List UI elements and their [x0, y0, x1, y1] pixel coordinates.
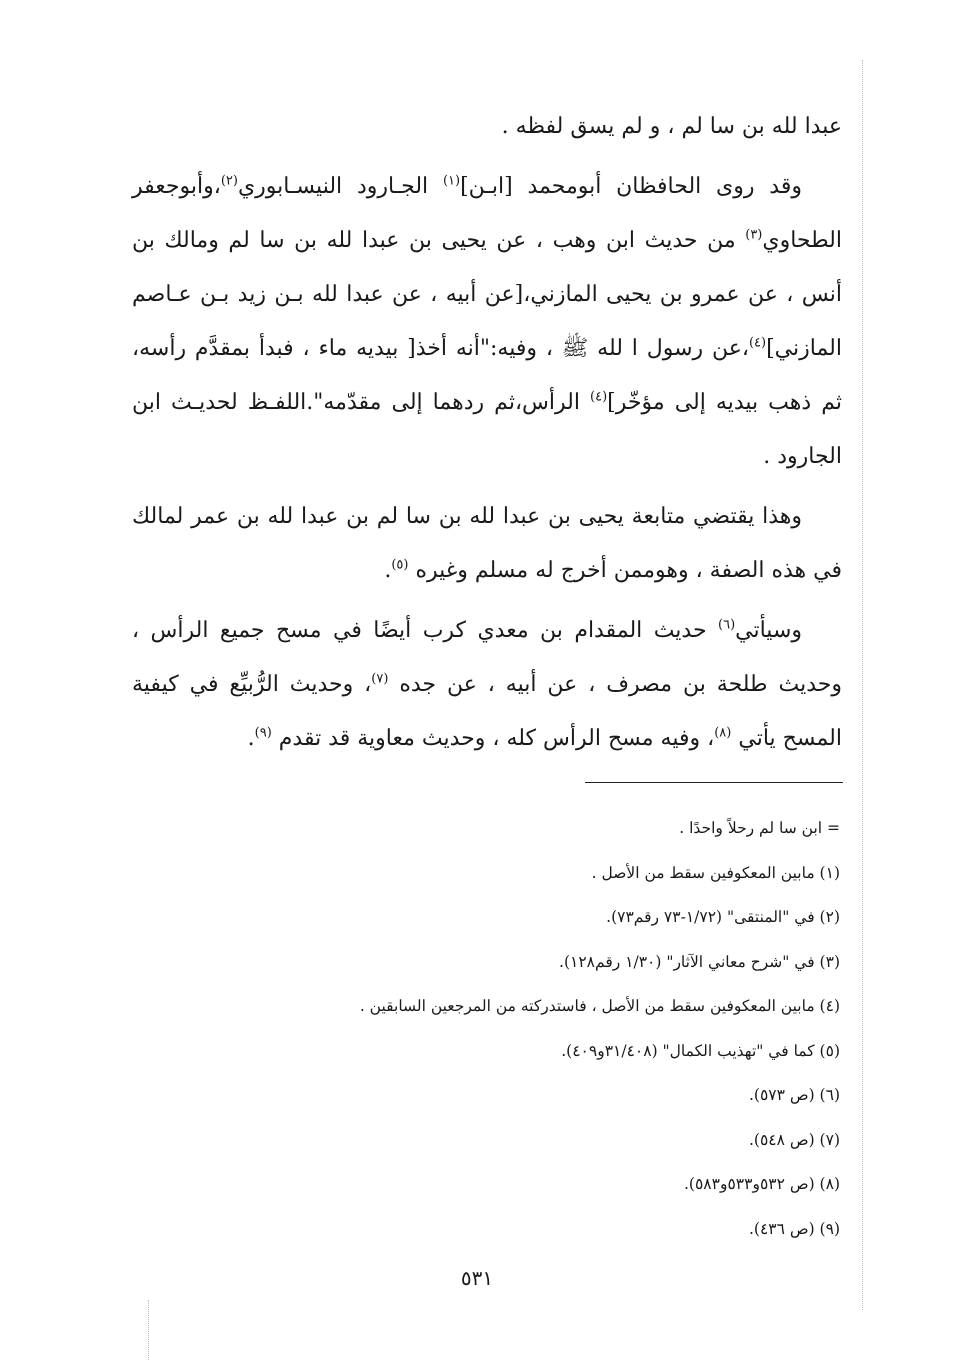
scan-edge-left — [148, 1300, 149, 1360]
footnote-2: (٢) في "المنتقى" (١/٧٢-٧٣ رقم٧٣). — [606, 908, 840, 926]
p4-text-e: . — [247, 726, 255, 751]
p2-text-a: وقد روى الحافظان أبومحمد [ابـن] — [460, 174, 802, 199]
p4-text-b: حديث المقدام بن معدي كرب أيضًا في مسح جميع الرأس ، وحديث طلحة بن مصرف ، عن أبيه ، عن جده — [132, 618, 842, 697]
footnote-7: (٧) (ص ٥٤٨). — [748, 1130, 840, 1149]
footnote-ref-8: (٨) — [714, 725, 732, 741]
p2-text-e: ،عن رسول ا لله ﷺ ، وفيه:"أنه أخذ[ بيديه ماء ، فبدأ بمقدَّم رأسه، ثم ذهب بيديه إلى مؤخّر] — [132, 336, 843, 415]
footnote-separator — [585, 782, 843, 783]
paragraph-3 — [132, 490, 842, 598]
paragraph-4 — [132, 604, 842, 766]
footnote-4: (٤) مابين المعكوفين سقط من الأصل ، فاستدركته من المرجعين السابقين . — [359, 997, 840, 1015]
footnote-ref-7: (٧) — [371, 671, 389, 687]
footnote-ref-2: (٢) — [220, 173, 238, 189]
footnote-ref-5: (٥) — [391, 557, 409, 573]
p2-text-f: الرأس،ثم ردهما إلى مقدّمه".اللفـظ لحديـث ابن الجارود . — [132, 390, 842, 469]
footnote-continuation: = ابن سا لم رحلاً واحدًا . — [679, 819, 840, 837]
footnote-ref-4b: (٤) — [590, 389, 608, 405]
footnote-ref-1: (١) — [442, 173, 461, 189]
p4-text-c: ، وحديث الرُّبيِّع في كيفية المسح يأتي — [132, 672, 842, 751]
main-text — [132, 100, 842, 772]
paragraph-1-text: عبدا لله بن سا لم ، و لم يسق لفظه . — [501, 114, 842, 139]
page-number: ٥٣١ — [460, 1266, 494, 1290]
footnote-5: (٥) كما في "تهذيب الكمال" (٣١/٤٠٨و٤٠٩). — [561, 1041, 840, 1060]
footnote-6: (٦) (ص ٥٧٣). — [748, 1086, 840, 1104]
footnote-9: (٩) (ص ٤٣٦). — [748, 1219, 840, 1238]
footnote-ref-4: (٤) — [748, 335, 767, 351]
footnote-ref-3: (٣) — [745, 227, 763, 243]
footnote-ref-6: (٦) — [718, 617, 736, 633]
footnote-3: (٣) في "شرح معاني الآثار" (١/٣٠ رقم١٢٨). — [559, 952, 840, 971]
p3-text-a: وهذا يقتضي متابعة يحيى بن عبدا لله بن سا لم بن عبدا لله بن عمر لمالك في هذه الصفة ، وهوممن أخرج له مسلم وغيره — [132, 504, 842, 583]
p4-text-a: وسيأتي — [735, 618, 802, 643]
p3-text-b: . — [384, 558, 392, 583]
footnotes — [150, 806, 840, 1251]
p2-text-c: ،وأبوجعفر الطحاوي — [132, 174, 842, 253]
footnote-8: (٨) (ص ٥٣٢و٥٣٣و٥٨٣). — [683, 1175, 840, 1193]
footnote-1: (١) مابين المعكوفين سقط من الأصل . — [591, 863, 840, 882]
p2-text-d: من حديث ابن وهب ، عن يحيى بن عبدا لله بن سا لم ومالك بن أنس ، عن عمرو بن يحيى المازني،[عن أبيه ، عن عبدا لله بـن زيد بـن عـاصم المازني] — [132, 228, 842, 361]
p4-text-d: ، وفيه مسح الرأس كله ، وحديث معاوية قد تقدم — [271, 726, 715, 751]
footnote-ref-9: (٩) — [254, 725, 272, 741]
scan-edge-right — [862, 60, 863, 1310]
p2-text-b: الجـارود النيسـابوري — [237, 174, 443, 199]
paragraph-2 — [132, 160, 842, 484]
paragraph-1 — [132, 100, 842, 154]
